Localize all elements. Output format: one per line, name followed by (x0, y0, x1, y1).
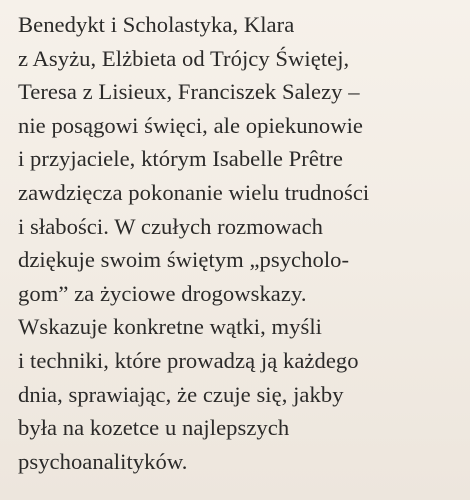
text-line-10: Wskazuje konkretne wątki, myśli (18, 314, 322, 340)
text-line-4: nie posągowi święci, ale opiekunowie (18, 112, 364, 138)
text-line-1: Benedykt i Scholastyka, Klara (18, 12, 295, 37)
text-line-13: była na kozetce u najlepszych (18, 415, 290, 441)
text-line-14: psychoanalityków. (18, 448, 188, 474)
text-line-2: z Asyżu, Elżbieta od Trójcy Świętej, (18, 45, 350, 71)
text-line-9: gom” za życiowe drogowskazy. (18, 280, 307, 306)
text-line-3: Teresa z Lisieux, Franciszek Salezy – (18, 79, 360, 105)
text-line-7: i słabości. W czułych rozmowach (18, 213, 324, 239)
text-line-12: dnia, sprawiając, że czuje się, jakby (18, 381, 344, 407)
text-line-6: zawdzięcza pokonanie wielu trudności (18, 179, 370, 205)
book-blurb-paragraph (18, 8, 464, 478)
text-line-5: i przyjaciele, którym Isabelle Prêtre (18, 146, 343, 172)
text-line-11: i techniki, które prowadzą ją każdego (18, 347, 359, 373)
text-line-8: dziękuje swoim świętym „psycholo- (18, 247, 350, 273)
